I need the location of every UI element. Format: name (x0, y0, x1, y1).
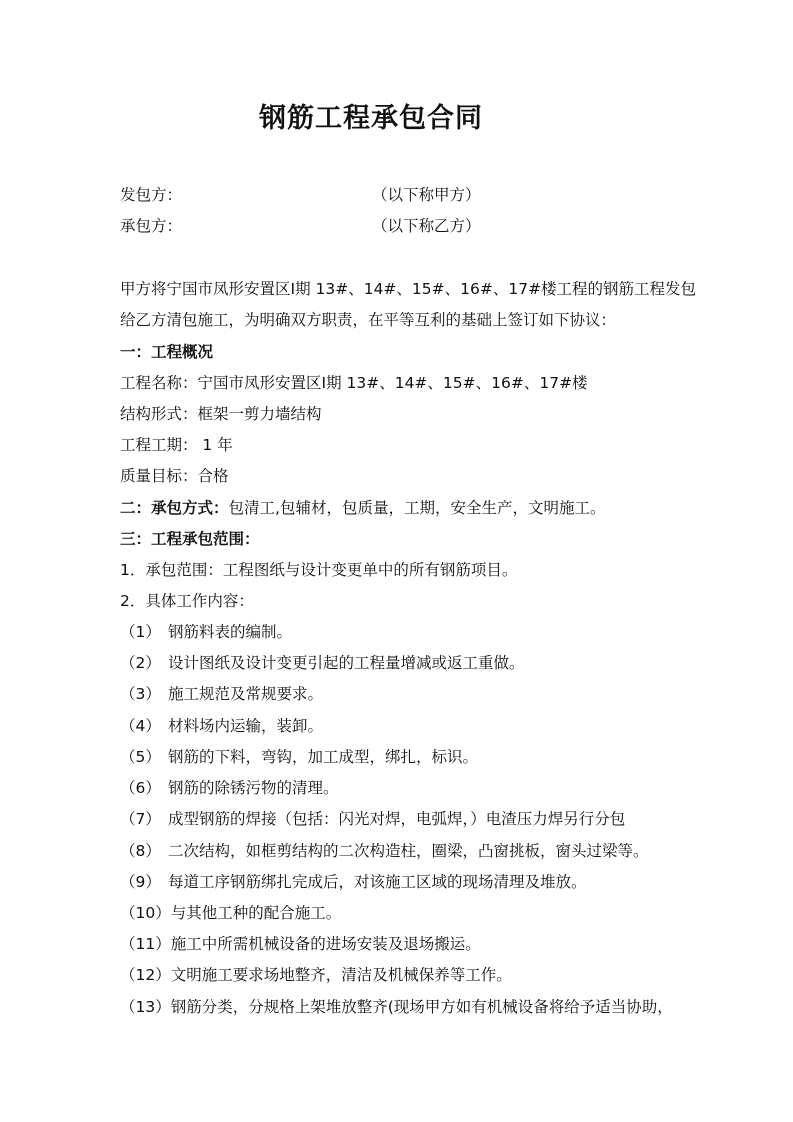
list-item-number: （10） (120, 904, 171, 922)
list-item-number: （2） (120, 654, 161, 672)
scope-item-1: 1．承包范围：工程图纸与设计变更单中的所有钢筋项目。 (120, 561, 518, 579)
list-item-number: （6） (120, 779, 161, 797)
intro-line-1: 甲方将宁国市凤形安置区Ⅰ期 13#、14#、15#、16#、17#楼工程的钢筋工程发包 (120, 280, 697, 298)
list-item-number: （1） (120, 623, 161, 641)
list-item-number: （12） (120, 966, 171, 984)
list-item-text: 施工规范及常规要求。 (168, 685, 324, 703)
list-item (120, 872, 587, 892)
list-item-number: （9） (120, 873, 161, 891)
list-item (120, 965, 512, 985)
list-item-text: 钢筋的下料，弯钩，加工成型，绑扎，标识。 (168, 748, 479, 766)
section-2-heading: 二：承包方式： (120, 499, 229, 517)
list-item (120, 809, 625, 829)
document-title: 钢筋工程承包合同 (259, 103, 483, 134)
list-item-text: 施工中所需机械设备的进场安装及退场搬运。 (170, 935, 481, 953)
structure-form: 结构形式：框架一剪力墙结构 (120, 405, 322, 423)
list-item-number: （8） (120, 842, 161, 860)
project-name: 工程名称：宁国市凤形安置区Ⅰ期 13#、14#、15#、16#、17#楼 (120, 374, 588, 392)
list-item-text: 设计图纸及设计变更引起的工程量增减或返工重做。 (168, 654, 525, 672)
section-1-heading: 一：工程概况 (120, 343, 214, 361)
list-item-text: 钢筋料表的编制。 (168, 623, 293, 641)
list-item-number: （5） (120, 748, 161, 766)
list-item-text: 钢筋的除锈污物的清理。 (168, 779, 339, 797)
list-item (120, 841, 649, 861)
list-item-number: （13） (120, 998, 171, 1016)
list-item (120, 684, 323, 704)
list-item (120, 747, 478, 767)
intro-line-2: 给乙方清包施工，为明确双方职责，在平等互利的基础上签订如下协议： (120, 311, 617, 329)
list-item (120, 934, 481, 954)
party-b-suffix: （以下称乙方） (372, 217, 481, 235)
party-b-label: 承包方： (120, 217, 183, 235)
list-item-text: 钢筋分类，分规格上架堆放整齐(现场甲方如有机械设备将给予适当协助， (170, 998, 673, 1016)
list-item (120, 653, 525, 673)
scope-item-2: 2．具体工作内容： (120, 592, 254, 610)
list-item-number: （3） (120, 685, 161, 703)
list-item-text: 文明施工要求场地整齐，清洁及机械保养等工作。 (170, 966, 512, 984)
list-item (120, 903, 341, 923)
list-item (120, 622, 292, 642)
section-2 (120, 498, 605, 518)
list-item (120, 716, 323, 736)
list-item (120, 778, 339, 798)
list-item-text: 材料场内运输，装卸。 (168, 717, 324, 735)
list-item-text: 二次结构，如框剪结构的二次构造柱，圈梁，凸窗挑板，窗头过梁等。 (168, 842, 649, 860)
list-item (120, 997, 673, 1017)
list-item-number: （4） (120, 717, 161, 735)
list-item-number: （7） (120, 810, 161, 828)
duration: 工程工期： 1 年 (120, 436, 233, 454)
section-3-heading: 三：工程承包范围： (120, 530, 260, 548)
quality-target: 质量目标：合格 (120, 467, 229, 485)
party-a-label: 发包方： (120, 186, 183, 204)
party-a-suffix: （以下称甲方） (372, 186, 481, 204)
list-item-text: 与其他工种的配合施工。 (170, 904, 342, 922)
list-item-number: （11） (120, 935, 171, 953)
list-item-text: 每道工序钢筋绑扎完成后，对该施工区域的现场清理及堆放。 (168, 873, 587, 891)
section-2-text: 包清工,包辅材，包质量，工期，安全生产，文明施工。 (228, 499, 606, 517)
list-item-text: 成型钢筋的焊接（包括：闪光对焊，电弧焊，）电渣压力焊另行分包 (168, 810, 626, 828)
